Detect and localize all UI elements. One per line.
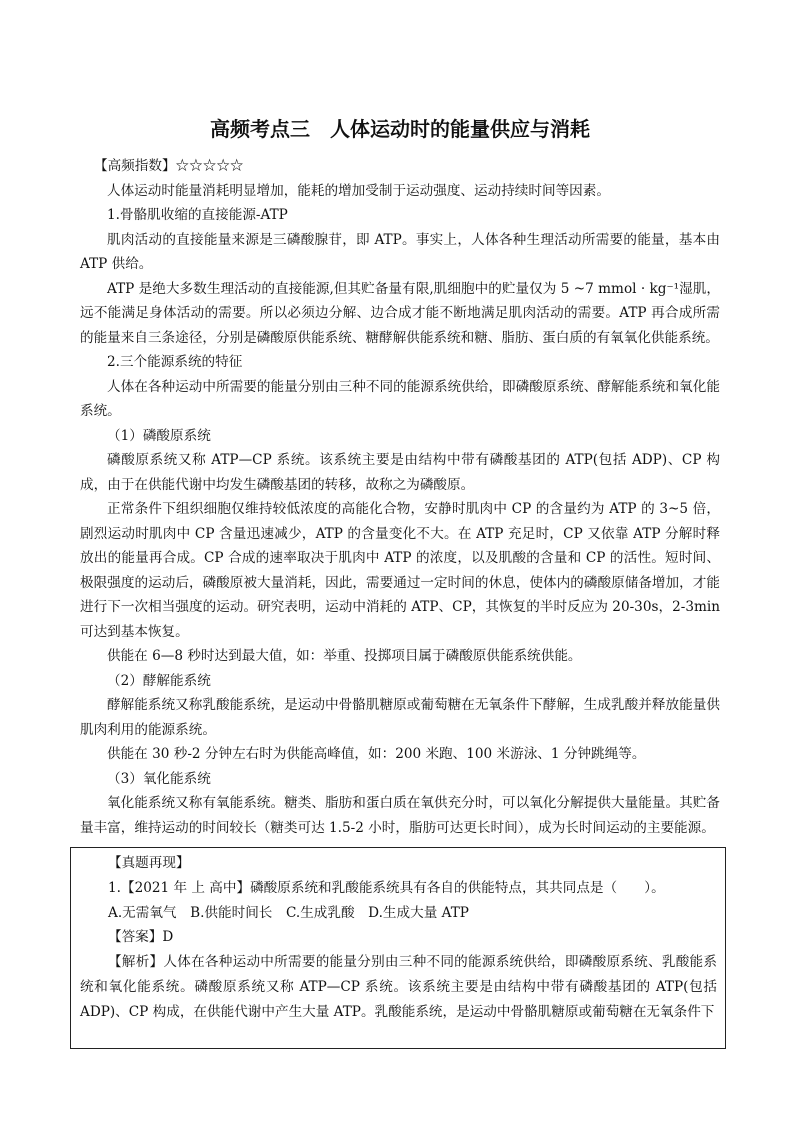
exam-options: A.无需氧气 B.供能时间长 C.生成乳酸 D.生成大量 ATP [108,904,469,921]
main-content [80,154,720,840]
paragraph: 酵解能系统又称乳酸能系统，是运动中骨骼肌糖原或葡萄糖在无氧条件下酵解，生成乳酸并释放能量供肌肉利用的能源系统。 [80,697,720,738]
section-heading: 2.三个能源系统的特征 [107,354,243,370]
paragraph: 供能在 30 秒-2 分钟左右时为供能高峰值，如：200 米跑、100 米游泳、1 分钟跳绳等。 [107,746,646,762]
paragraph: ATP 是绝大多数生理活动的直接能源,但其贮备量有限,肌细胞中的贮量仅为 5 ~7 mmol · kg⁻¹湿肌，远不能满足身体活动的需要。所以必须边分解、边合成才能不断地满足肌肉活动的需要。ATP 再合成所需的能量来自三条途径，分别是磷酸原供能系统、糖酵解供能系统和糖、脂肪、蛋白质的有氧氧化供能系统。 [80,280,720,346]
paragraph: 供能在 6—8 秒时达到最大值，如：举重、投掷项目属于磷酸原供能系统供能。 [107,648,582,664]
subsection-heading: （2）酵解能系统 [107,672,211,689]
page-title: 高频考点三 人体运动时的能量供应与消耗 [210,117,590,141]
exam-answer: 【答案】D [108,929,174,946]
paragraph: 正常条件下组织细胞仅维持较低浓度的高能化合物，安静时肌肉中 CP 的含量约为 ATP 的 3~5 倍，剧烈运动时肌肉中 CP 含量迅速减少，ATP 的含量变化不大。在 ATP 充足时，CP 又依靠 ATP 分解时释放出的能量再合成。CP 合成的速率取决于肌肉中 ATP 的浓度，以及肌酸的含量和 CP 的活性。短时间、极限强度的运动后，磷酸原被大量消耗，因此，需要通过一定时间的休息，使体内的磷酸原储备增加，才能进行下一次相当强度的运动。研究表明，运动中消耗的 ATP、CP，其恢复的半时反应为 20-30s，2-3min 可达到基本恢复。 [80,501,720,640]
section-heading: 1.骨骼肌收缩的直接能源-ATP [107,207,288,223]
paragraph: 磷酸原系统又称 ATP—CP 系统。该系统主要是由结构中带有磷酸基团的 ATP(包括 ADP)、CP 构成，由于在供能代谢中均发生磷酸基团的转移，故称之为磷酸原。 [80,452,720,493]
subsection-heading: （3）氧化能系统 [107,770,211,787]
exam-analysis: 【解析】人体在各种运动中所需要的能量分别由三种不同的能源系统供给，即磷酸原系统、乳酸能系统和氧化能系统。磷酸原系统又称 ATP—CP 系统。该系统主要是由结构中带有磷酸基团的 ATP(包括 ADP)、CP 构成，在供能代谢中产生大量 ATP。乳酸能系统，是运动中骨骼肌糖原或葡萄糖在无氧条件下 [80,954,717,1020]
paragraph: 人体在各种运动中所需要的能量分别由三种不同的能源系统供给，即磷酸原系统、酵解能系统和氧化能系统。 [80,378,720,419]
exam-question: 1.【2021 年 上 高中】磷酸原系统和乳酸能系统具有各自的供能特点，其共同点是（ ）。 [108,879,665,896]
paragraph: 肌肉活动的直接能量来源是三磷酸腺苷，即 ATP。事实上，人体各种生理活动所需要的能量，基本由 ATP 供给。 [80,231,720,272]
exam-question-box [70,847,726,1049]
paragraph: 氧化能系统又称有氧能系统。糖类、脂肪和蛋白质在氧供充分时，可以氧化分解提供大量能量。其贮备量丰富，维持运动的时间较长（糖类可达 1.5-2 小时，脂肪可达更长时间），成为长时间运动的主要能源。 [80,795,720,836]
box-heading: 【真题再现】 [108,855,190,871]
subsection-heading: （1）磷酸原系统 [107,427,211,444]
frequency-index: 【高频指数】☆☆☆☆☆ [94,158,244,174]
paragraph: 人体运动时能量消耗明显增加，能耗的增加受制于运动强度、运动持续时间等因素。 [107,182,610,199]
